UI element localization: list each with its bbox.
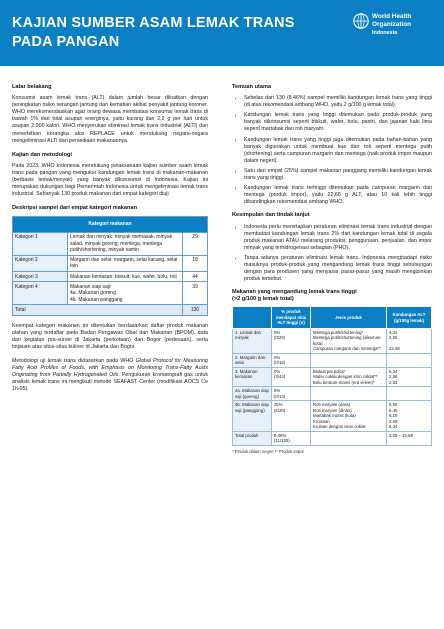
lab-method-text — [12, 358, 208, 393]
cell-values: 6,50 6,45 6,19 2,09 5,34 — [387, 401, 432, 432]
category-count: 44 — [183, 272, 208, 282]
column-header: Jenis produk — [311, 307, 387, 329]
total-label: Total — [13, 305, 183, 315]
cell-category: 3. Makanan kemasan — [233, 367, 272, 387]
category-name: Kategori 3 — [13, 272, 68, 282]
category-count: 29 — [183, 232, 208, 255]
list-item: • Sebelas dari 130 (8,46%) sampel memiliki kandungan lemak trans yang tinggi (di atas rekomendasi ambang WHO, yaitu 2 g/100 g lemak total). — [244, 95, 432, 109]
list-item: • Tanpa adanya peraturan eliminasi lemak trans, Indonesia menghadapi risiko masuknya produk-produk yang mengandung lemak trans tinggi sehubungan dengan para produsen yang menyasar pasar-pasar yang masih mengizinkan produk tersebut. — [244, 255, 432, 283]
right-column — [232, 84, 432, 455]
cell-types: Mentega putih/shortening* Mentega putih/shortening (dikemas-kota) Campuran margarin dan mentega** — [311, 328, 387, 353]
table-header-row — [233, 307, 432, 329]
table-row — [233, 387, 432, 401]
logo-org-line-2: Organization — [372, 20, 412, 28]
cell-percent: 0% (0/13) — [272, 387, 311, 401]
category-source-text: Keempat kategori makanan ini ditentukan berdasarkan daftar produk makanan olahan yang terdaftar pada Badan Pengawas Obat dan Makanan (BPOM), data dari kegiatan pra-survei di Jakarta (perkotaan) dan Bogor (pedesaan), serta tinjauan atas situs-situs kuliner di Jakarta dan Bogor. — [12, 322, 208, 350]
table-row — [13, 255, 208, 272]
cell-category: Total produk — [233, 431, 272, 445]
category-desc: Makanan kemasan: biskuit, kue, wafer, bolu, roti — [68, 272, 183, 282]
table-row — [13, 272, 208, 282]
table-row — [13, 282, 208, 305]
findings-list — [232, 95, 432, 206]
un-globe-icon — [352, 12, 370, 30]
total-value: 130 — [183, 305, 208, 315]
cell-types — [311, 387, 387, 401]
table-row — [233, 353, 432, 367]
cell-values: 5,34 2,56 2,83 — [387, 367, 432, 387]
logo-org-line-1: World Health — [372, 13, 412, 20]
product-table-footnote: * Produk dalam negeri ** Produk impor — [232, 448, 304, 454]
table-row — [233, 401, 432, 432]
category-desc: Makanan siap saji: 4a. Makanan goreng 4b. Makanan panggang — [68, 282, 183, 305]
who-logo — [352, 10, 437, 54]
method-heading: Kajian dan metodologi — [12, 151, 72, 158]
background-text: Konsumsi asam lemak trans (ALT) dalam jumlah besar dikaitkan dengan peningkatan risiko serangan jantung dan kematian akibat penyakit jantung koroner. WHO merekomendasikan agar orang dewasa membatasi konsumsi lemak trans di bawah 1% dari total asupan energinya, yaitu kurang dari 2,2 g per hari untuk asupan 2.000 kalori. WHO menyerukan eliminasi lemak trans industrial (ALTi) dan menerbitkan kerangka aksi REPLACE untuk mendukung negara-negara mengeliminasi ALTi dari persediaan makanannya. — [12, 95, 208, 144]
method-text: Pada 2023, WHO Indonesia mendukung pelaksanaan kajian sumber asam lemak trans pada pangan yang mengukur kandungan lemak trans di makanan-makanan (berbasis lemak/minyak) yang banyak dikonsumsi di Indonesia. Kajian ini merupakan dukungan bagi Pemerintah Indonesia untuk mengeliminasi lemak trans industrial. Sebanyak 130 produk makanan dari empat kategori diuji. — [12, 162, 208, 198]
who-protocol-title: Global Protocol for Measuring Fatty Acid Profiles of Foods, with Emphasis on Monitoring Trans-Fatty Acids Originating from Partially Hydrogenated Oils — [12, 358, 208, 379]
product-table-heading — [232, 289, 432, 303]
product-table — [232, 306, 432, 446]
category-name: Kategori 2 — [13, 255, 68, 272]
findings-heading: Temuan utama — [232, 84, 272, 90]
title-line-2: PADA PANGAN — [12, 34, 120, 50]
header-banner — [0, 0, 444, 66]
category-desc: Margarin dan selai: margarin, selai kacang, selai lain — [68, 255, 183, 272]
cell-values — [387, 387, 432, 401]
column-header: % produk mendapat nilai ALT tinggi (n) — [272, 307, 311, 329]
cell-types — [311, 431, 387, 445]
lab-method-text-b: . Pengukuran kromatografi gas untuk analisis lemak trans ini mengikuti metode SEAFAST Center (modifikasi AOCS Ce 1h-05). — [12, 372, 208, 393]
left-column — [12, 84, 208, 401]
product-table-heading-line-1: Makanan yang mengandung lemak trans tinggi — [232, 289, 357, 296]
column-header — [233, 307, 272, 329]
table-row-total — [233, 431, 432, 445]
cell-percent: 8,46% (11/130) — [272, 431, 311, 445]
lab-method-text-a: Metodologi uji lemak trans didasarkan pada WHO — [12, 358, 136, 365]
list-item: • Satu dari empat (25%) sampel makanan panggang memiliki kandungan lemak trans yang tinggi. — [244, 168, 432, 182]
column-header: Kandungan ALT (g/100g lemak) — [387, 307, 432, 329]
table-row — [233, 367, 432, 387]
cell-values — [387, 353, 432, 367]
category-table — [12, 216, 208, 315]
cell-values: 4,31 2,60 22,68 — [387, 328, 432, 353]
logo-org-name — [372, 13, 436, 28]
cell-percent: 0% (0/29) — [272, 328, 311, 353]
cell-percent: 0% (3/44) — [272, 367, 311, 387]
category-name: Kategori 1 — [13, 232, 68, 255]
table-row — [233, 328, 432, 353]
page-title — [12, 14, 342, 52]
cell-types — [311, 353, 387, 367]
category-desc: Lemak dan minyak: minyak memasak, minyak salad, minyak goreng, mentega, mentega putih/shortening, minyak samin — [68, 232, 183, 255]
cell-category: 1. Lemak dan minyak — [233, 328, 272, 353]
cell-percent: 0% (0/18) — [272, 353, 311, 367]
cell-category: 2. Margarin dan selai — [233, 353, 272, 367]
cell-percent: 25% (5/20) — [272, 401, 311, 432]
cell-category: 4b. Makanan siap saji (panggang) — [233, 401, 272, 432]
list-item: • Indonesia perlu menetapkan peraturan eliminasi lemak trans industrial dengan membatasi kandungan lemak trans 2% dari kandungan lemak total di segala produk makanan ATAU melarang produksi, penggunaan, penjualan, dan impor minyak yang terhidrogenasi sebagian (PHO). — [244, 224, 432, 252]
list-item: • Kandungan lemak trans yang tinggi ditemukan pada produk-produk yang banyak dikonsumsi seperti biskuit, wafer, bolu, pastri, dan jajanan kaki lima seperti martabak dan roti maryam. — [244, 112, 432, 133]
list-item: • Kandungan lemak trans yang tinggi juga ditemukan pada bahan-bahan yang banyak digunakan untuk membuat kue dan roti seperti mentega putih (shortening) serta campuran margarin dan mentega (naik produk impor maupun dalam negeri). — [244, 137, 432, 165]
cell-values: 2,09 – 22,68 — [387, 431, 432, 445]
category-table-header: Kategori makanan — [13, 217, 208, 232]
background-heading: Latar belakang — [12, 84, 52, 90]
conclusion-list — [232, 224, 432, 284]
category-table-heading: Deskripsi sampel dari empat kategori makanan — [12, 205, 137, 212]
product-table-heading-line-2: (>2 g/100 g lemak total) — [232, 296, 294, 303]
cell-types: Biskuit pai polos* Wafer coklat dengan krim coklat** Bolu beraum-manis (red velvet)* — [311, 367, 387, 387]
title-line-1: KAJIAN SUMBER ASAM LEMAK TRANS — [12, 15, 295, 31]
conclusion-heading: Kesimpulan dan tindak lanjut — [232, 212, 310, 219]
cell-category: 4a. Makanan siap saji (goreng) — [233, 387, 272, 401]
table-row — [13, 232, 208, 255]
list-item: • Kandungan lemak trans tertinggi ditemukan pada campuran margarin dan mentega (produk impor), yaitu 22,68 g ALT, atau 10 kali lebih tinggi dibandingkan rekomendasi ambang WHO. — [244, 185, 432, 206]
category-name: Kategori 4 — [13, 282, 68, 305]
category-count: 18 — [183, 255, 208, 272]
category-count: 39 — [183, 282, 208, 305]
cell-types: Roti maryam (dara) Roti maryam (dinas) Martabak manis (kota) Kroissan Kroisan dengan isian coklat — [311, 401, 387, 432]
table-row-total — [13, 305, 208, 315]
logo-country: Indonesia — [372, 30, 398, 36]
